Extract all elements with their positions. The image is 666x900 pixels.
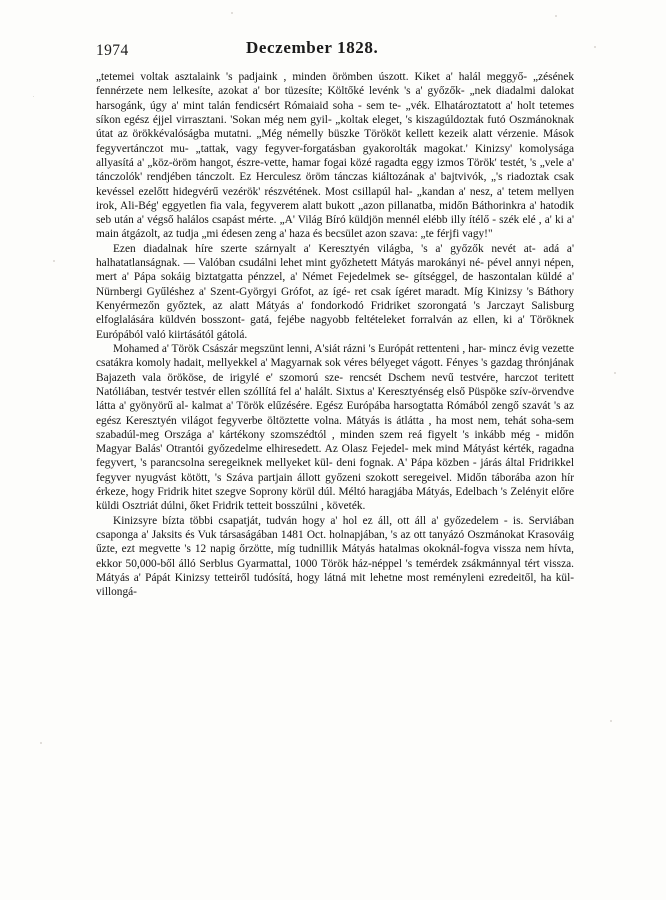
paper-speck [610,720,612,722]
body-text [96,70,574,600]
paper-speck [53,260,55,262]
paper-speck [40,742,42,744]
paper-speck [555,15,557,17]
paper-speck [594,46,596,48]
page-header [96,38,576,64]
paper-speck [231,12,233,14]
paragraph: Ezen diadalnak híre szerte szárnyalt a' Keresztyén világba, 's a' győzők nevét at- adá a' halhatatlanságnak. — Valóban csudálni lehet mint győzhetett Mátyás marokányi né- pével annyi népen, mert a' Pápa sokáig biztatgatta pénzzel, a' Német Fejedelmek se- gítséggel, de haszontalan küldé a' Nürnbergi Gyűléshez a' Szent-Györgyi Grófot, az ígé- ret csak ígéret maradt. Míg Kinizsy 's Báthory Kenyérmezőn győztek, az alatt Mátyás a' fondorkodó Fridriket szorongatá 's Jarczayt Salisburg elfoglalására küldvén bosszont- gatá, fejébe nagyobb feltételeket forralván az ellen, ki a' Töröknek Európából való kiirtásától gátolá. [96,242,574,341]
paragraph: Mohamed a' Török Császár megszünt lenni, A'siát rázni 's Európát rettenteni , har- mincz évig vezette csatákra komoly hadait, mellyekkel a' Magyarnak sok véres bélyeget vágott. Fényes 's gazdag thrónjának Bajazeth vala örököse, de irigylé e' szomorú sze- rencsét Dschem nevű testvére, harczot teritett Natóliában, testvér testvér ellen szóllítá fel a' halált. Sixtus a' Keresztyénség első Püspöke szív-örvendve látta a' gyönyörű al- kalmat a' Török elűzésére. Egész Európába harsogtatta Rómából zengő szavát 's az egész Keresztyén világot fegyverbe öltöztette volna. Mátyás is átlátta , ha most nem, tehát soha-sem szabadúl-meg Országa a' kártékony szomszédtól , minden szem reá figyelt 's inkább még - midőn Magyar Balás' Otrantói győzedelme elhiresedett. Az Olasz Fejedel- mek mind Mátyást kérték, ragadna fegyvert, 's parancsolna seregeiknek mellyeket kül- deni fognak. A' Pápa közben - járás által Fridrikkel fegyver nyugvást kötött, 's Száva partjain állott győzeni szokott seregeivel. Midőn táborába azon hír érkeze, hogy Fridrik hitet szegve Soprony körül dúl. Méltó haragjába Mátyás, Edelbach 's Zelényit előre küldi Osztriát dúlni, őket Fridrik tetteit bosszúlni , követék. [96,342,574,513]
paper-speck [614,372,616,374]
running-title: Deczember 1828. [246,38,379,57]
paragraph: „tetemei voltak asztalaink 's padjaink , minden örömben úszott. Kiket a' halál meggyő- „zésének fennérzete nem lelkesíte, azokat a' bor tüzesíte; Költőké levénk 's a' győzők- „nek diadalmi dalokat harsogánk, úgy a' mint talán fendicsért Rómaiaid soha - sem te- „vék. Elhatároztatott a' holt tetemes síkon egész éjjel virrasztani. 'Sokan még nem gyil- „koltak eleget, 's kiszagúldoztak futó Oszmánoknak útat az örökkévalóságba mutatni. „Még némelly büszke Törököt kellett kezeik alatt vérzenie. Mások fegyvertánczot mu- „tattak, vagy fegyver-forgatásban gyakorolták magokat.' Kinizsy' komolysága allyasítá a' „köz-öröm hangot, észre-vette, hamar fogai közé ragadta eggy izmos Török' testét, 's „vele a' tánczolók' rendjében tánczolt. Ez Herculesz öröm tánczas kiáltozának a' bajtvivók, „'s riadoztak csak kevéssel ezelőtt hidegvérű vezérök' részvétének. Most csillapúl hal- „kandan a' nesz, a' tetem mellyen irok, Ali-Bég' eggyetlen fia vala, fegyverem alatt bukott „azon pillanatba, midőn Báthorinkra a' hatodik seb után a' végső halálos csapást mérte. „A' Világ Bíró küldjön mennél elébb illy ítélő - szék elé , a' ki a' main átgázolt, az tudja „mi édesen zeng a' haza és becsület azon szava: „te férjfi vagy!" [96,71,574,241]
paragraph: Kinizsyre bízta többi csapatját, tudván hogy a' hol ez áll, ott áll a' győzedelem - is. Serviában csaponga a' Jaksits és Vuk társaságában 1481 Oct. holnapjában, 's az ott tanyázó Oszmánokat Krasováig űzte, ezt megvette 's 12 napig őrzötte, míg tudnillik Mátyás hatalmas okoknál-fogva vissza nem hívta, ekkor 50,000-ből álló Serblus Gyarmattal, 1000 Török ház-néppel 's temérdek zsákmánnyal tért vissza. Mátyás a' Pápát Kinizsy tetteiről tudósítá, hogy látná mit lehetne most reményleni ezredeitől, ha kül-villongá- [96,514,574,599]
paper-speck [33,96,34,97]
folio-number: 1974 [96,42,129,59]
